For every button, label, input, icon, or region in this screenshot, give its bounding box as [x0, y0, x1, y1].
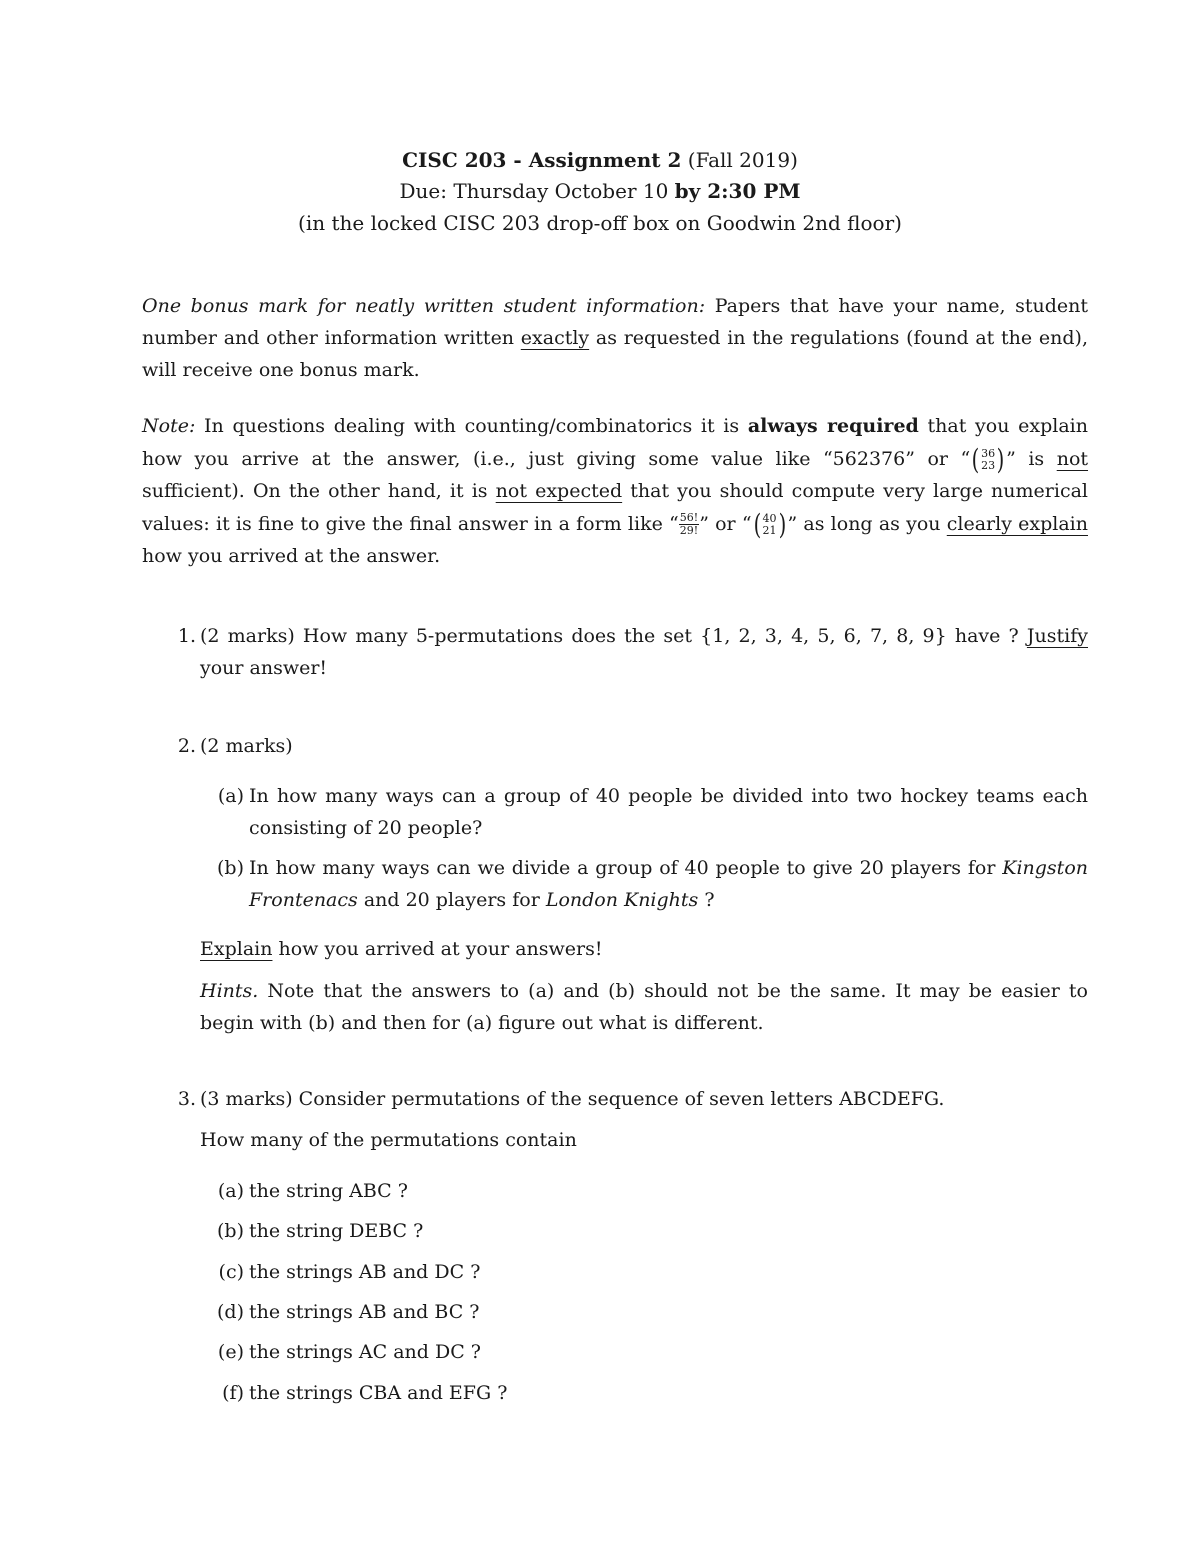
explain-word: Explain — [200, 938, 273, 960]
question-3-text: (3 marks) Consider permutations of the sequence of seven letters ABCDEFG. — [200, 1088, 945, 1110]
question-3-number: 3. — [177, 1088, 196, 1110]
due-line — [0, 177, 1200, 205]
question-2-number: 2. — [177, 735, 196, 757]
binomial-top: 36 — [981, 446, 996, 460]
question-2-explain — [200, 933, 1088, 965]
note-paragraph — [142, 410, 1088, 573]
question-2-text: (2 marks) — [200, 735, 293, 757]
bonus-text-2: as requested in the regulations (found at the end), will receive one bonus mark. — [142, 327, 1088, 381]
bonus-text-1: Papers that have your name, student number and other information written — [142, 295, 1089, 349]
note-lead: Note: — [142, 415, 196, 437]
question-3e-label: (e) — [217, 1341, 244, 1363]
page-title — [0, 146, 1200, 174]
note-text-4: sufficient). On the other hand, it is — [142, 480, 496, 502]
note-text-8: how you arrived at the answer. — [142, 545, 441, 567]
question-2a-text: In how many ways can a group of 40 people be divided into two hockey teams each consisting of 20 people? — [249, 785, 1088, 839]
question-3f-label: (f) — [222, 1382, 244, 1404]
note-text-3: ” is — [1006, 447, 1057, 470]
note-text-6: ” or “ — [699, 512, 752, 535]
question-1-text: (2 marks) How many 5-permutations does the set {1, 2, 3, 4, 5, 6, 7, 8, 9} have ? — [200, 625, 1027, 647]
fraction-numerator: 56! — [679, 511, 699, 524]
bonus-paragraph — [142, 290, 1088, 386]
question-2b — [249, 852, 1088, 916]
question-1-text-2: your answer! — [200, 657, 328, 679]
question-1 — [200, 620, 1088, 684]
question-3a-text: the string ABC ? — [249, 1180, 408, 1202]
due-time: 2:30 PM — [700, 179, 801, 203]
question-3b-label: (b) — [217, 1220, 244, 1242]
binomial-36-23: ( 36 23 ) — [971, 442, 1005, 476]
assignment-name: Assignment 2 — [528, 148, 682, 172]
note-not: not — [1056, 447, 1089, 470]
question-3c-text: the strings AB and DC ? — [249, 1261, 481, 1283]
question-3-subtext: How many of the permutations contain — [200, 1129, 577, 1151]
team-london: London Knights — [545, 889, 699, 911]
question-3b-text: the string DEBC ? — [249, 1220, 424, 1242]
binomial-40-21: ( 40 21 ) — [753, 507, 786, 541]
question-2b-text-3: ? — [698, 889, 715, 911]
question-1-number: 1. — [177, 625, 196, 647]
due-by: by — [674, 179, 701, 203]
term: (Fall 2019) — [681, 148, 798, 172]
question-3d-text: the strings AB and BC ? — [249, 1301, 480, 1323]
explain-rest: how you arrived at your answers! — [272, 938, 603, 960]
fraction-denominator: 29! — [679, 524, 699, 537]
question-2-hints — [200, 975, 1088, 1039]
question-3e-text: the strings AC and DC ? — [249, 1341, 481, 1363]
question-3c-label: (c) — [218, 1261, 244, 1283]
bonus-exactly: exactly — [520, 327, 590, 349]
binomial-bottom: 21 — [762, 523, 777, 537]
bonus-lead: One bonus mark for neatly written student information: — [142, 295, 706, 317]
question-3f-text: the strings CBA and EFG ? — [249, 1382, 508, 1404]
title-separator: - — [506, 148, 529, 172]
note-clearly-explain: clearly explain — [946, 512, 1088, 535]
dropoff-location: (in the locked CISC 203 drop-off box on Goodwin 2nd floor) — [298, 211, 902, 235]
hints-lead: Hints. — [200, 980, 259, 1002]
note-not-expected: not expected — [495, 480, 623, 502]
question-3a-label: (a) — [217, 1180, 244, 1202]
hints-text: Note that the answers to (a) and (b) should not be the same. It may be easier to begin with (b) and then for (a) figure out what is different. — [200, 980, 1088, 1034]
binomial-bottom: 23 — [981, 458, 996, 472]
question-2b-text-1: In how many ways can we divide a group of 40 people to give 20 players for — [249, 857, 1003, 879]
course-code: CISC 203 — [402, 148, 507, 172]
note-text-7: ” as long as you — [787, 512, 947, 535]
question-2a-label: (a) — [217, 785, 244, 807]
team-kingston: Kingston Frontenacs — [249, 857, 1088, 911]
question-2b-label: (b) — [217, 857, 244, 879]
note-text-1: In questions dealing with counting/combinatorics it is — [195, 415, 748, 437]
note-text-2: that you explain how you arrive at the answer, (i.e., just giving some value like “562376” or “ — [142, 415, 1088, 470]
fraction-56-29 — [679, 512, 699, 537]
due-prefix: Due: Thursday October 10 — [399, 179, 675, 203]
binomial-top: 40 — [762, 511, 777, 525]
note-text-5: that you should compute very large numerical values: it is fine to give the final answer in a form like “ — [142, 480, 1088, 535]
note-always-required: always required — [747, 415, 919, 437]
question-2b-text-2: and 20 players for — [357, 889, 546, 911]
question-1-justify: Justify — [1026, 625, 1088, 647]
question-3d-label: (d) — [217, 1301, 244, 1323]
